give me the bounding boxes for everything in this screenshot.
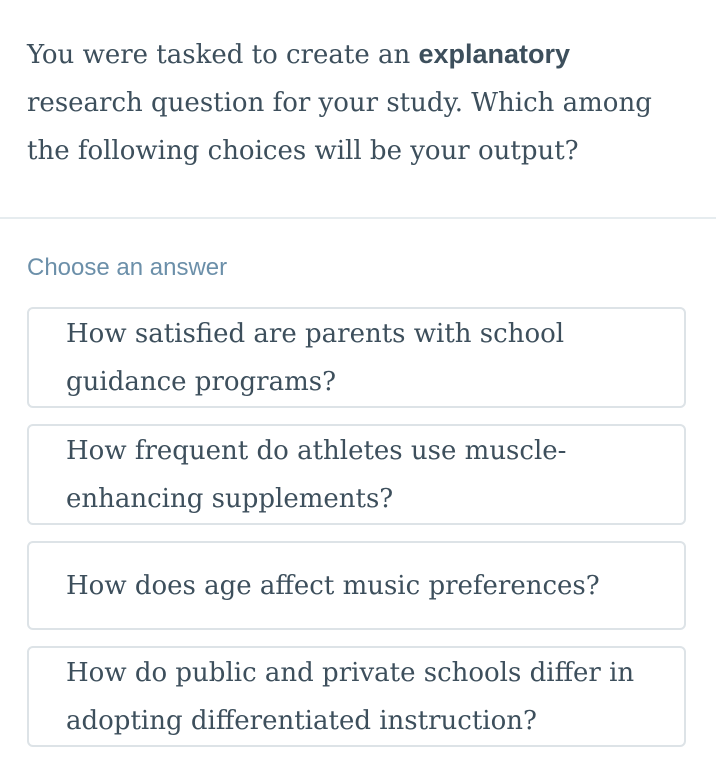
answer-choice-1[interactable] (27, 307, 686, 408)
answer-choice-2[interactable] (27, 424, 686, 525)
question-emphasis: explanatory (418, 39, 571, 69)
question-text-after: research question for your study. Which among the following choices will be your output? (27, 88, 652, 166)
answer-choice-label: How frequent do athletes use muscle-enhancing supplements? (66, 435, 567, 514)
question-text-before: You were tasked to create an (27, 40, 419, 70)
answer-choice-label: How satisfied are parents with school guidance programs? (66, 318, 565, 397)
choose-answer-label: Choose an answer (27, 254, 228, 281)
answer-choice-3[interactable] (27, 541, 686, 630)
answer-choices (27, 307, 686, 763)
answer-choice-label: How do public and private schools differ in adopting differentiated instruction? (66, 657, 635, 736)
answer-choice-label: How does age affect music preferences? (66, 570, 600, 601)
question-text (27, 30, 687, 175)
answer-choice-4[interactable] (27, 646, 686, 747)
section-divider (0, 217, 716, 219)
